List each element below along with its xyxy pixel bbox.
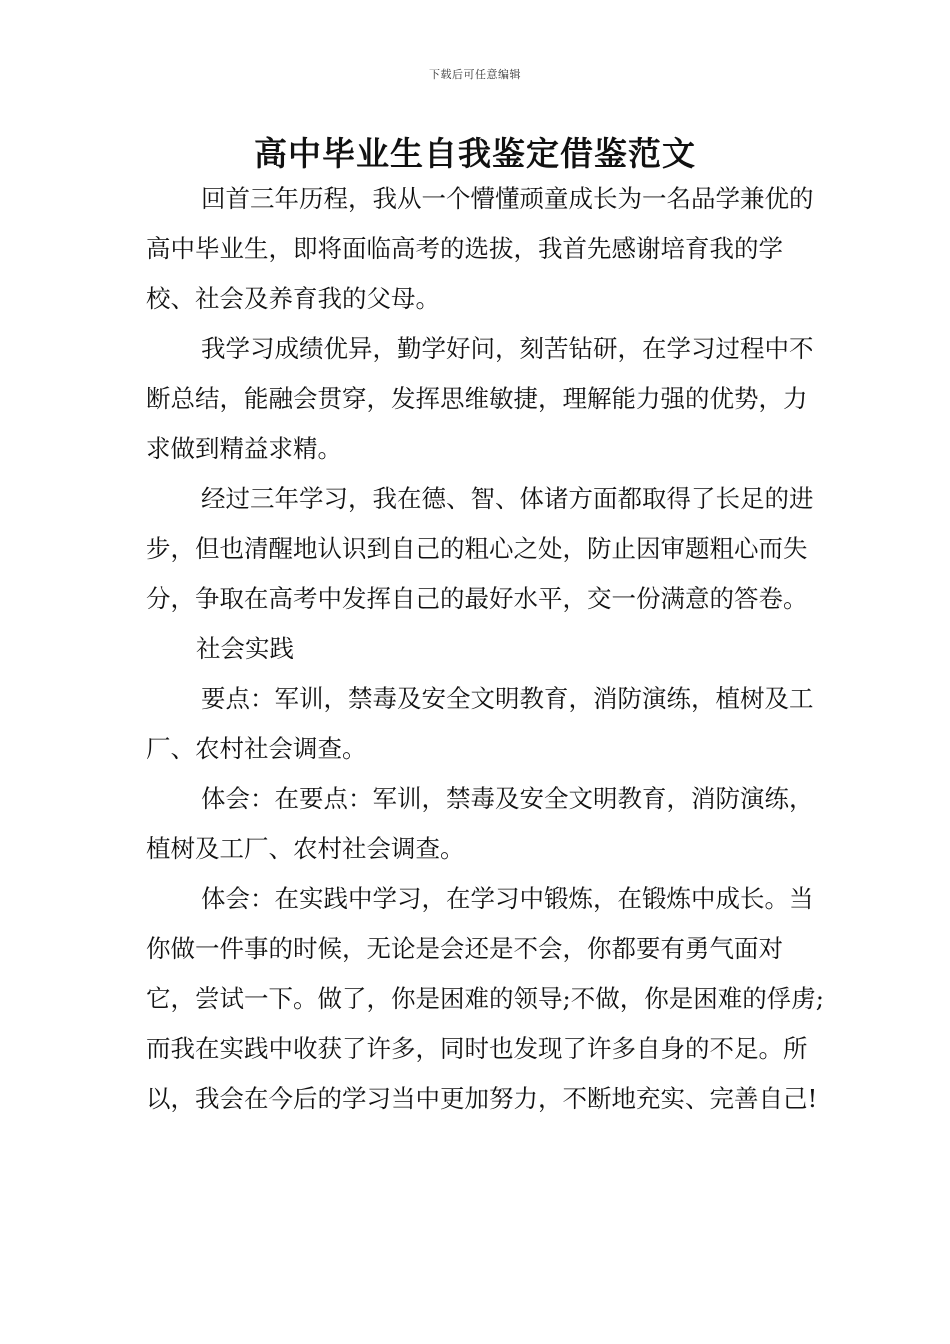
paragraph-key-points: 要点：军训，禁毒及安全文明教育，消防演练，植树及工厂、农村社会调查。	[146, 684, 814, 763]
paragraph-progress: 经过三年学习，我在德、智、体诸方面都取得了长足的进步，但也清醒地认识到自己的粗心之处，防止因审题粗心而失分，争取在高考中发挥自己的最好水平，交一份满意的答卷。	[146, 484, 814, 613]
paragraph-experience-2: 体会：在实践中学习，在学习中锻炼，在锻炼中成长。当你做一件事的时候，无论是会还是不会，你都要有勇气面对它，尝试一下。做了，你是困难的领导;不做，你是困难的俘虏;而我在实践中收获了许多，同时也发现了许多自身的不足。所以，我会在今后的学习当中更加努力，不断地充实、完善自己!	[146, 884, 825, 1113]
header-note: 下载后可任意编辑	[429, 68, 521, 81]
document-title: 高中毕业生自我鉴定借鉴范文	[254, 134, 696, 173]
paragraph-study: 我学习成绩优异，勤学好问，刻苦钻研，在学习过程中不断总结，能融会贯穿，发挥思维敏捷，理解能力强的优势，力求做到精益求精。	[146, 334, 814, 463]
section-heading-social-practice: 社会实践	[196, 634, 294, 663]
document-body	[146, 174, 826, 1124]
paragraph-intro: 回首三年历程，我从一个懵懂顽童成长为一名品学兼优的高中毕业生，即将面临高考的选拔，我首先感谢培育我的学校、社会及养育我的父母。	[146, 184, 814, 313]
paragraph-experience-1: 体会：在要点：军训，禁毒及安全文明教育，消防演练，植树及工厂、农村社会调查。	[146, 784, 814, 863]
